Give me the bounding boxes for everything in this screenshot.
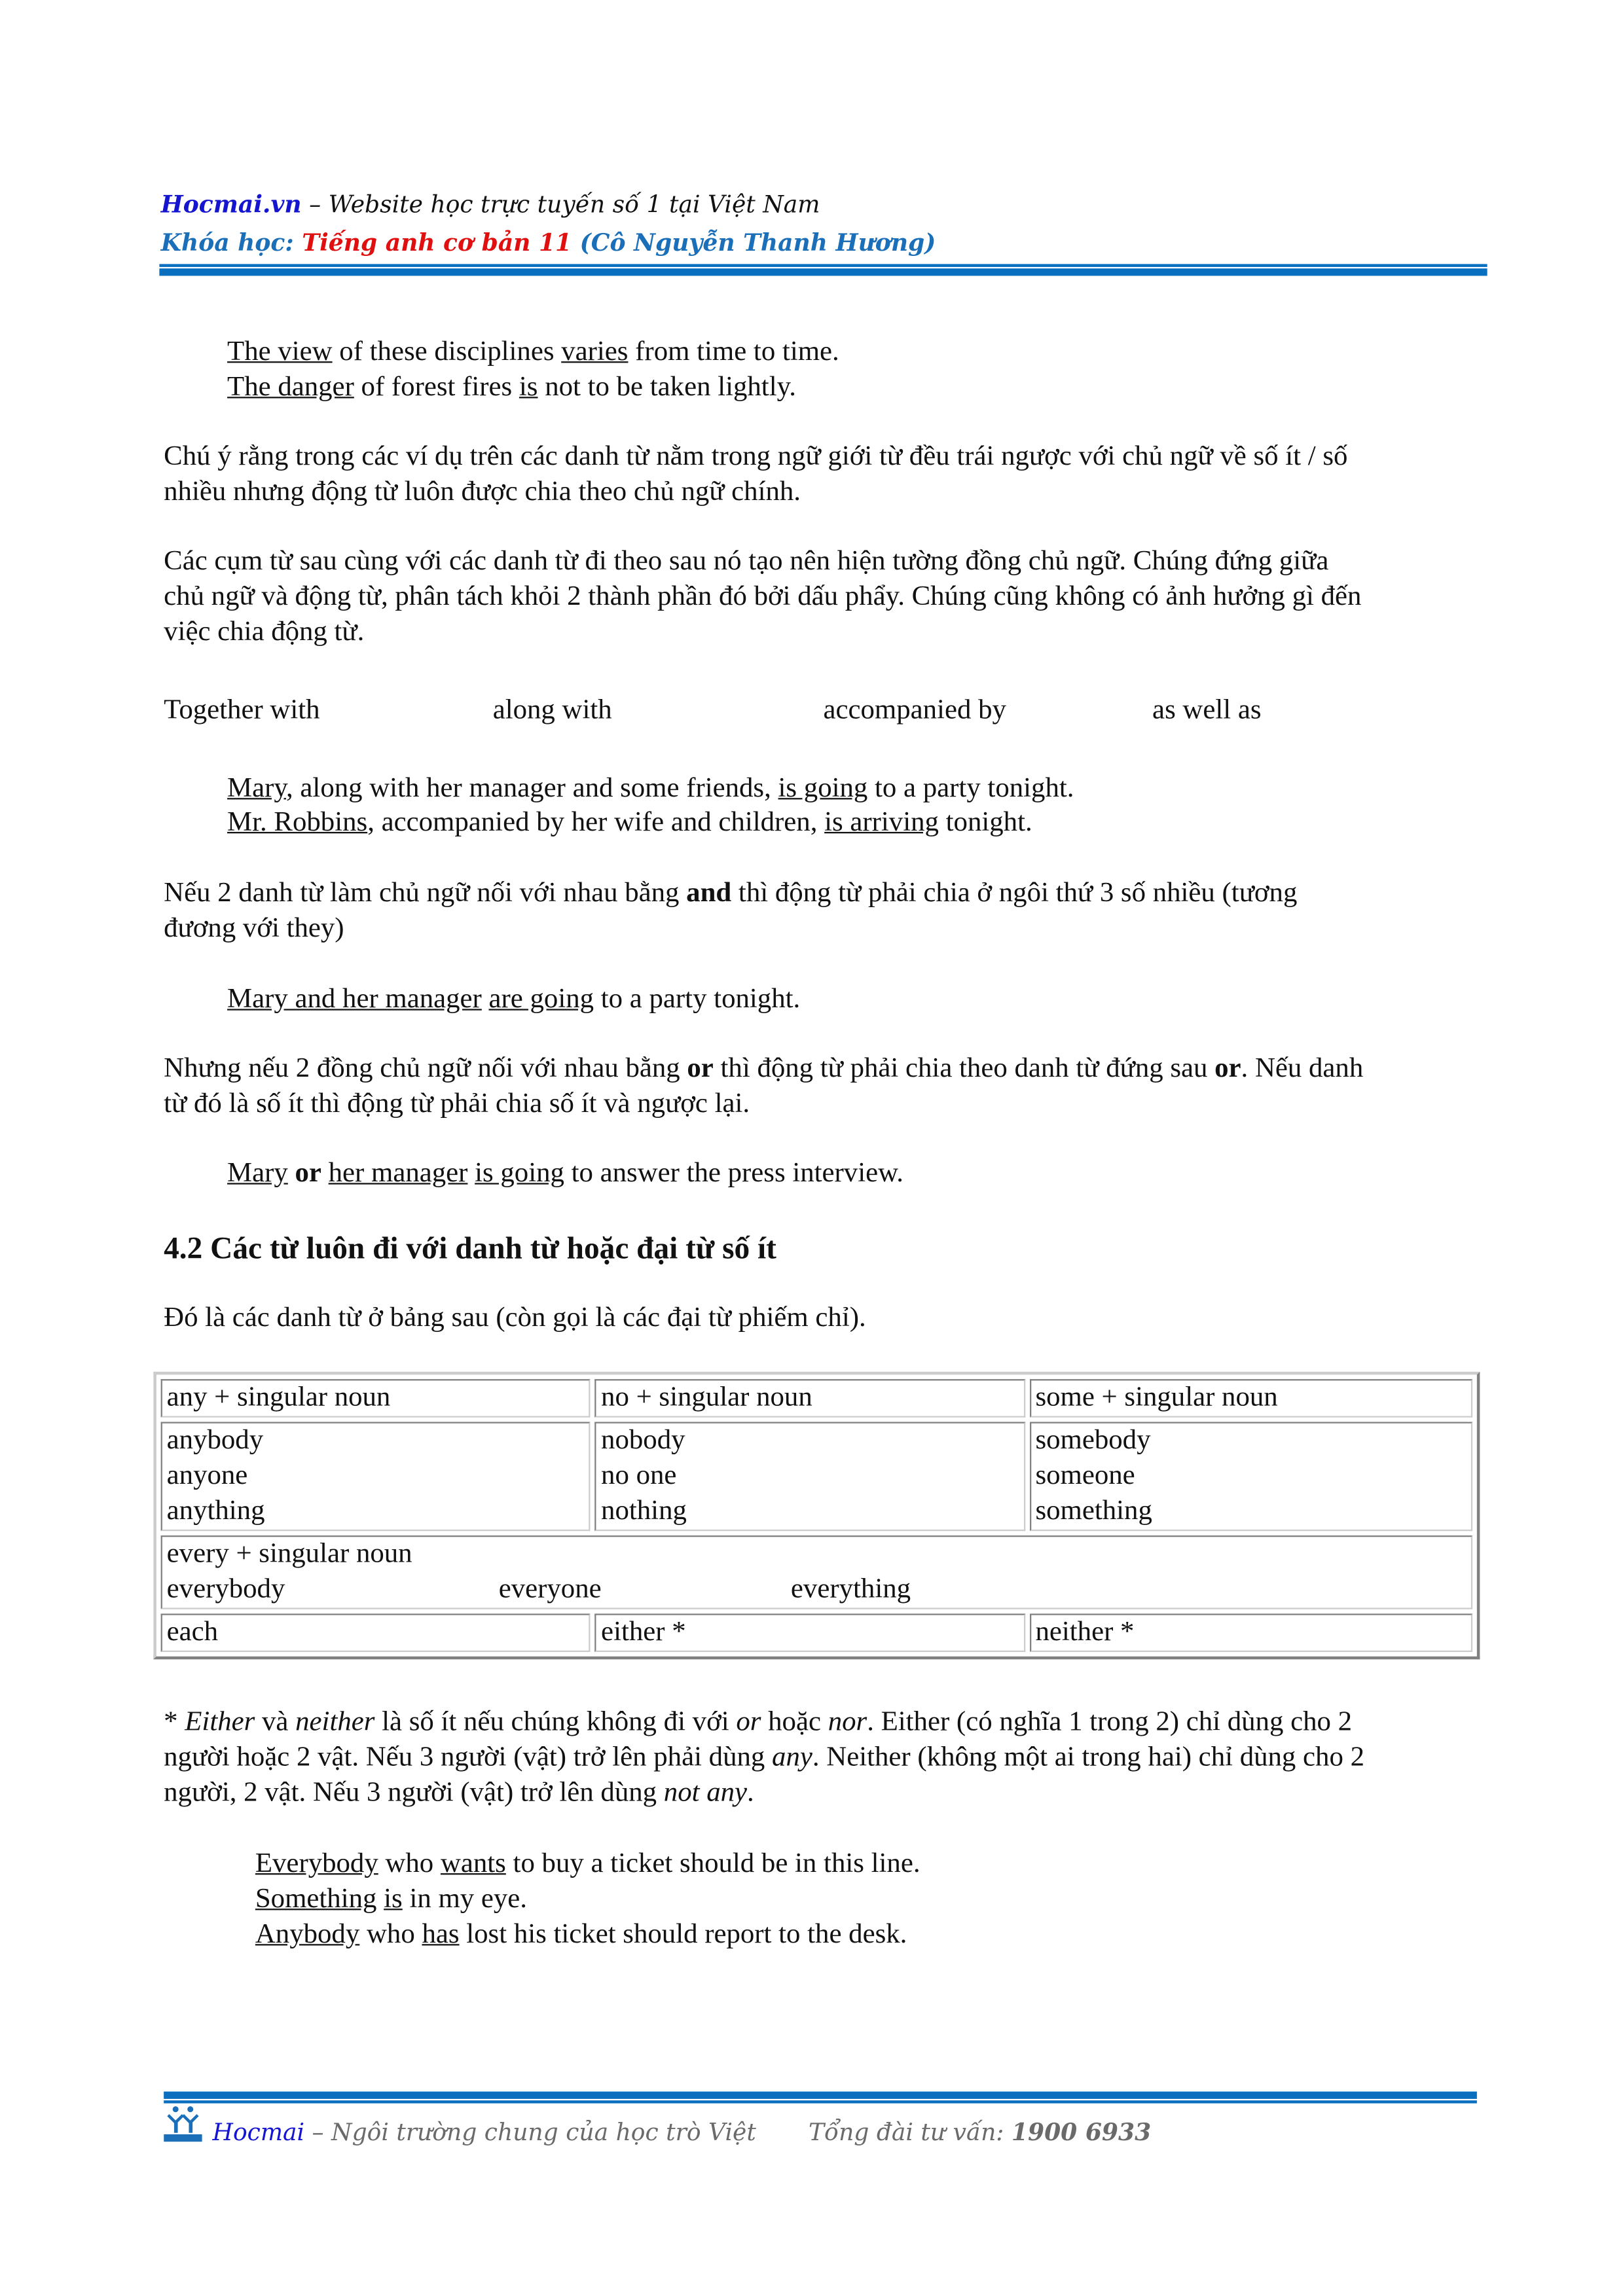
- text-segment: [321, 1158, 329, 1189]
- underlined-text: Mary: [227, 1158, 288, 1189]
- text-line: [164, 545, 1328, 580]
- bold-text: or: [687, 1053, 714, 1085]
- site-name[interactable]: Hocmai.vn: [160, 190, 302, 219]
- table-row: [161, 1379, 1472, 1418]
- text-segment: [376, 1884, 384, 1914]
- text-segment: . Nếu danh: [1241, 1053, 1364, 1085]
- text-segment: thì động từ phải chia theo danh từ đứng sau: [713, 1053, 1215, 1085]
- underlined-text: Mary: [227, 772, 287, 804]
- hotline-label: Tổng đài tư vấn:: [808, 2118, 1012, 2146]
- italic-text: not any: [663, 1777, 748, 1808]
- text-segment: thì động từ phải chia ở ngôi thứ 3 số nhiều (tương: [731, 877, 1298, 909]
- text-segment: Nhưng nếu 2 đồng chủ ngữ nối với nhau bằng: [164, 1053, 687, 1085]
- cell-line: somebody: [1035, 1424, 1151, 1456]
- table-row: [161, 1613, 1472, 1652]
- underlined-text: is: [384, 1883, 403, 1915]
- text-line: [255, 1882, 527, 1918]
- text-line: [164, 1052, 1363, 1087]
- footer-divider-thin: [164, 2100, 1477, 2104]
- footer-divider-thick: [164, 2092, 1477, 2099]
- text-segment: who: [359, 1918, 422, 1950]
- course-label: Khóa học:: [160, 228, 302, 257]
- cell-line: no one: [601, 1460, 677, 1492]
- pronoun-table: [153, 1372, 1480, 1659]
- phrase-accompanied-by: accompanied by: [823, 694, 1006, 726]
- table-cell: some + singular noun: [1029, 1379, 1472, 1418]
- underlined-text: is going: [778, 772, 868, 804]
- text-line: [255, 1918, 907, 1953]
- cell-line: anything: [166, 1496, 265, 1527]
- table-cell: [161, 1535, 1472, 1609]
- text-segment: từ đó là số ít thì động từ phải chia số ít và ngược lại.: [164, 1088, 750, 1120]
- text-segment: to buy a ticket should be in this line.: [505, 1848, 921, 1880]
- text-segment: in my eye.: [402, 1883, 528, 1915]
- text-line: [227, 370, 796, 406]
- underlined-text: is arriving: [824, 806, 939, 838]
- text-line: [164, 1087, 750, 1122]
- text-segment: , along with her manager and some friends,: [286, 772, 778, 804]
- table-cell: no + singular noun: [595, 1379, 1025, 1418]
- text-segment: người hoặc 2 vật. Nếu 3 người (vật) trở lên phải dùng: [164, 1742, 773, 1773]
- phrase-together-with: Together with: [164, 694, 320, 726]
- text-line: [164, 615, 364, 651]
- underlined-text: are going: [488, 984, 594, 1015]
- underlined-text: is going: [475, 1158, 564, 1189]
- italic-text: any: [772, 1742, 812, 1773]
- italic-text: nor: [828, 1706, 867, 1738]
- header-line-1: [161, 186, 820, 224]
- text-segment: Nếu 2 danh từ làm chủ ngữ nối với nhau bằng: [164, 877, 687, 909]
- table-cell: [595, 1422, 1025, 1531]
- header-line-2: [161, 224, 936, 263]
- text-line: [164, 1301, 866, 1336]
- phrase-as-well-as: as well as: [1152, 694, 1262, 726]
- header-divider-thick: [159, 268, 1487, 276]
- footer-line: [213, 2113, 756, 2152]
- underlined-text: has: [422, 1918, 460, 1950]
- course-name: Tiếng anh cơ bản 11: [302, 228, 572, 257]
- hocmai-logo-icon: [164, 2105, 202, 2144]
- text-segment: of forest fires: [354, 371, 519, 403]
- underlined-text: wants: [440, 1848, 506, 1880]
- cell-line: anybody: [166, 1424, 264, 1456]
- cell-item: everyone: [498, 1573, 602, 1605]
- bold-text: or: [295, 1158, 321, 1189]
- table-row: [161, 1535, 1472, 1609]
- text-segment: chủ ngữ và động từ, phân tách khỏi 2 thành phần đó bởi dấu phẩy. Chúng cũng không có ảnh hưởng gì đến: [164, 581, 1362, 613]
- cell-line: [167, 1572, 1467, 1607]
- text-segment: việc chia động từ.: [164, 617, 365, 648]
- text-segment: là số ít nếu chúng không đi với: [374, 1706, 737, 1738]
- text-segment: Đó là các danh từ ở bảng sau (còn gọi là các đại từ phiếm chỉ).: [164, 1302, 866, 1334]
- text-segment: to answer the press interview.: [564, 1158, 903, 1189]
- underlined-text: Something: [255, 1883, 377, 1915]
- cell-item: everything: [790, 1573, 911, 1605]
- italic-text: or: [736, 1706, 761, 1738]
- underlined-text: varies: [561, 336, 629, 368]
- italic-text: neither: [295, 1706, 375, 1738]
- table-cell: any + singular noun: [161, 1379, 591, 1418]
- text-line: [164, 440, 1347, 475]
- cell-item: everybody: [166, 1573, 285, 1605]
- bold-text: and: [686, 877, 732, 909]
- text-segment: lost his ticket should report to the desk.: [459, 1918, 907, 1950]
- cell-line: anyone: [166, 1460, 248, 1492]
- text-segment: .: [747, 1777, 754, 1808]
- cell-line: nothing: [601, 1496, 687, 1527]
- text-segment: *: [164, 1706, 185, 1738]
- text-segment: , accompanied by her wife and children,: [367, 806, 825, 838]
- text-line: [164, 912, 344, 947]
- text-line: [164, 580, 1361, 615]
- footer-brand[interactable]: Hocmai: [212, 2118, 305, 2146]
- text-segment: not to be taken lightly.: [538, 371, 796, 403]
- footer-hotline: [809, 2113, 1151, 2152]
- site-tagline: – Website học trực tuyến số 1 tại Việt Nam: [301, 190, 820, 219]
- text-segment: who: [378, 1848, 441, 1880]
- text-line: [227, 772, 1074, 807]
- text-line: [164, 1776, 754, 1811]
- text-line: [227, 805, 1032, 840]
- hotline-number[interactable]: 1900 6933: [1011, 2118, 1152, 2146]
- header-divider-thin: [159, 264, 1487, 267]
- footer-slogan: – Ngôi trường chung của học trò Việt: [304, 2118, 756, 2146]
- text-segment: from time to time.: [628, 336, 839, 368]
- text-segment: và: [255, 1706, 296, 1738]
- underlined-text: Mary and her manager: [227, 984, 482, 1015]
- italic-text: Either: [185, 1706, 255, 1738]
- text-segment: . Either (có nghĩa 1 trong 2) chỉ dùng cho 2: [867, 1706, 1353, 1738]
- phrase-along-with: along with: [492, 694, 612, 726]
- text-segment: Chú ý rằng trong các ví dụ trên các danh từ nằm trong ngữ giới từ đều trái ngược với chủ ngữ về số ít / số: [164, 440, 1348, 473]
- text-line: [227, 335, 839, 370]
- teacher-name: (Cô Nguyễn Thanh Hương): [572, 228, 936, 257]
- table-cell: either *: [595, 1613, 1025, 1652]
- underlined-text: Anybody: [255, 1918, 360, 1950]
- underlined-text: her manager: [328, 1158, 468, 1189]
- text-line: [227, 982, 800, 1018]
- table-cell: neither *: [1029, 1613, 1472, 1652]
- underlined-text: The danger: [227, 371, 354, 403]
- underlined-text: is: [519, 371, 538, 403]
- text-line: [227, 1157, 903, 1192]
- table-cell: [1029, 1422, 1472, 1531]
- text-segment: to a party tonight.: [867, 772, 1074, 804]
- text-segment: hoặc: [761, 1706, 828, 1738]
- underlined-text: Mr. Robbins: [227, 806, 368, 838]
- cell-line: every + singular noun: [166, 1538, 412, 1570]
- section-heading: 4.2 Các từ luôn đi với danh từ hoặc đại từ số ít: [164, 1230, 776, 1266]
- text-line: [255, 1847, 921, 1882]
- text-line: [164, 876, 1297, 912]
- text-segment: [467, 1158, 475, 1189]
- text-segment: to a party tonight.: [594, 984, 801, 1015]
- cell-line: nobody: [601, 1424, 685, 1456]
- text-line: [164, 1705, 1352, 1740]
- text-segment: [482, 984, 489, 1014]
- text-segment: đương với they): [164, 912, 344, 944]
- table-cell: each: [161, 1613, 591, 1652]
- text-segment: of these disciplines: [332, 336, 562, 368]
- cell-line: something: [1035, 1496, 1152, 1527]
- text-segment: nhiều nhưng động từ luôn được chia theo chủ ngữ chính.: [164, 476, 801, 508]
- bold-text: or: [1214, 1053, 1241, 1085]
- text-line: [164, 475, 801, 511]
- underlined-text: The view: [227, 336, 333, 368]
- text-segment: tonight.: [938, 806, 1032, 838]
- cell-line: someone: [1035, 1460, 1135, 1492]
- table-row: [161, 1422, 1472, 1531]
- text-segment: [288, 1158, 295, 1189]
- text-segment: Các cụm từ sau cùng với các danh từ đi theo sau nó tạo nên hiện tường đồng chủ ngữ. Chúng đứng giữa: [164, 545, 1329, 577]
- text-line: [164, 1740, 1364, 1776]
- text-segment: . Neither (không một ai trong hai) chỉ dùng cho 2: [812, 1742, 1364, 1773]
- table-cell: [161, 1422, 591, 1531]
- underlined-text: Everybody: [255, 1848, 378, 1880]
- text-segment: người, 2 vật. Nếu 3 người (vật) trở lên dùng: [164, 1777, 664, 1808]
